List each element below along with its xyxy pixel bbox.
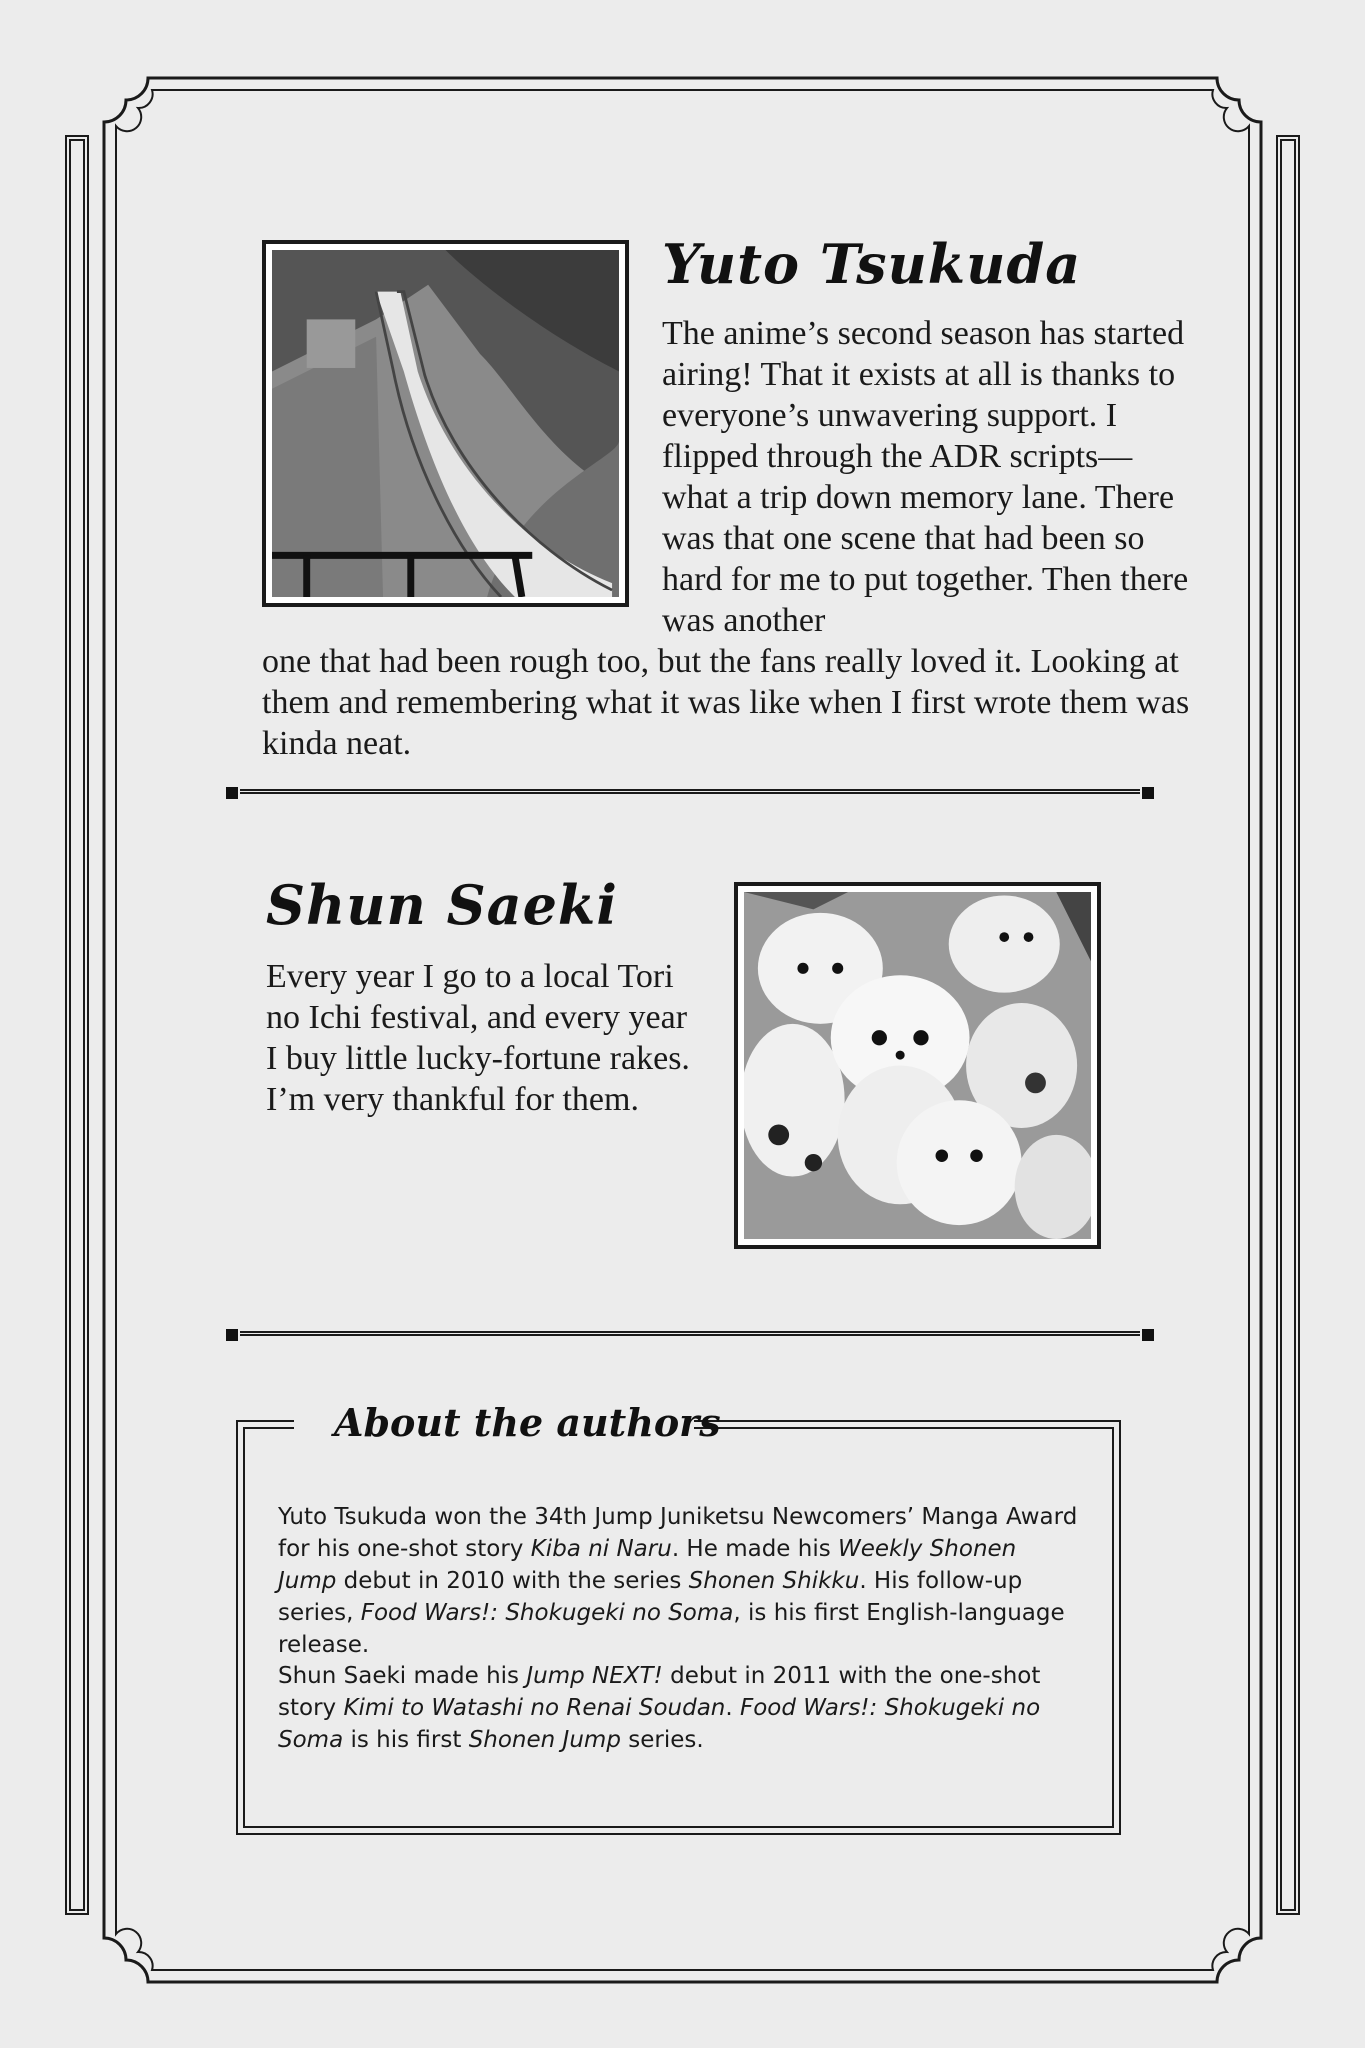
about-text-segment: . He made his xyxy=(671,1536,839,1562)
about-text-segment: Jump NEXT! xyxy=(526,1663,663,1689)
lucky-cat-figurines-photo xyxy=(734,882,1101,1249)
author-name-shun-saeki: Shun Saeki xyxy=(266,873,618,937)
about-text-segment: Shun Saeki made his xyxy=(278,1663,527,1689)
about-text-segment: Shonen Shikku xyxy=(688,1568,860,1594)
about-the-authors-title: About the authors xyxy=(334,1400,721,1445)
about-text-segment: is his first xyxy=(343,1727,469,1753)
about-text-segment: series. xyxy=(620,1727,704,1753)
about-text-segment: Food Wars!: Shokugeki no Soma xyxy=(360,1600,734,1626)
section-divider xyxy=(226,787,1154,797)
about-text-segment: Yuto Tsukuda won the 34th Jump Juniketsu Newcomers’ Manga Award for his one-shot story xyxy=(278,1504,1078,1562)
about-text-segment: , is his first English-language release. xyxy=(278,1600,1065,1658)
yuto-tsukuda-message-continued: one that had been rough too, but the fans really loved it. Looking at them and remembering what it was like when I first wrote them was kinda neat. xyxy=(262,643,1190,762)
about-paragraph-yuto-tsukuda xyxy=(278,1501,1078,1661)
yuto-tsukuda-message: The anime’s second season has started airing! That it exists at all is thanks to everyone’s unwavering support. I flipped through the ADR scripts—what a trip down memory lane. There was that one scene that had been so hard for me to put together. Then there was another xyxy=(662,315,1189,639)
about-text-segment: Shonen Jump xyxy=(468,1727,621,1753)
ski-jump-photo xyxy=(262,240,629,607)
about-text-segment: debut in 2011 with the one-shot story xyxy=(278,1663,1041,1721)
about-text-segment: Weekly Shonen Jump xyxy=(278,1536,1017,1594)
about-paragraph-shun-saeki xyxy=(278,1660,1078,1756)
about-text-segment: Kiba ni Naru xyxy=(530,1536,672,1562)
shun-saeki-message: Every year I go to a local Tori no Ichi festival, and every year I buy little lucky-fortune rakes. I’m very thankful for them. xyxy=(266,958,690,1118)
about-text-segment: . His follow-up series, xyxy=(278,1568,1023,1626)
about-text-segment: Food Wars!: Shokugeki no Soma xyxy=(278,1695,1041,1753)
section-divider xyxy=(226,1329,1154,1339)
author-name-yuto-tsukuda: Yuto Tsukuda xyxy=(662,232,1082,296)
about-text-segment: . xyxy=(725,1695,740,1721)
about-text-segment: debut in 2010 with the series xyxy=(336,1568,689,1594)
about-text-segment: Kimi to Watashi no Renai Soudan xyxy=(343,1695,726,1721)
